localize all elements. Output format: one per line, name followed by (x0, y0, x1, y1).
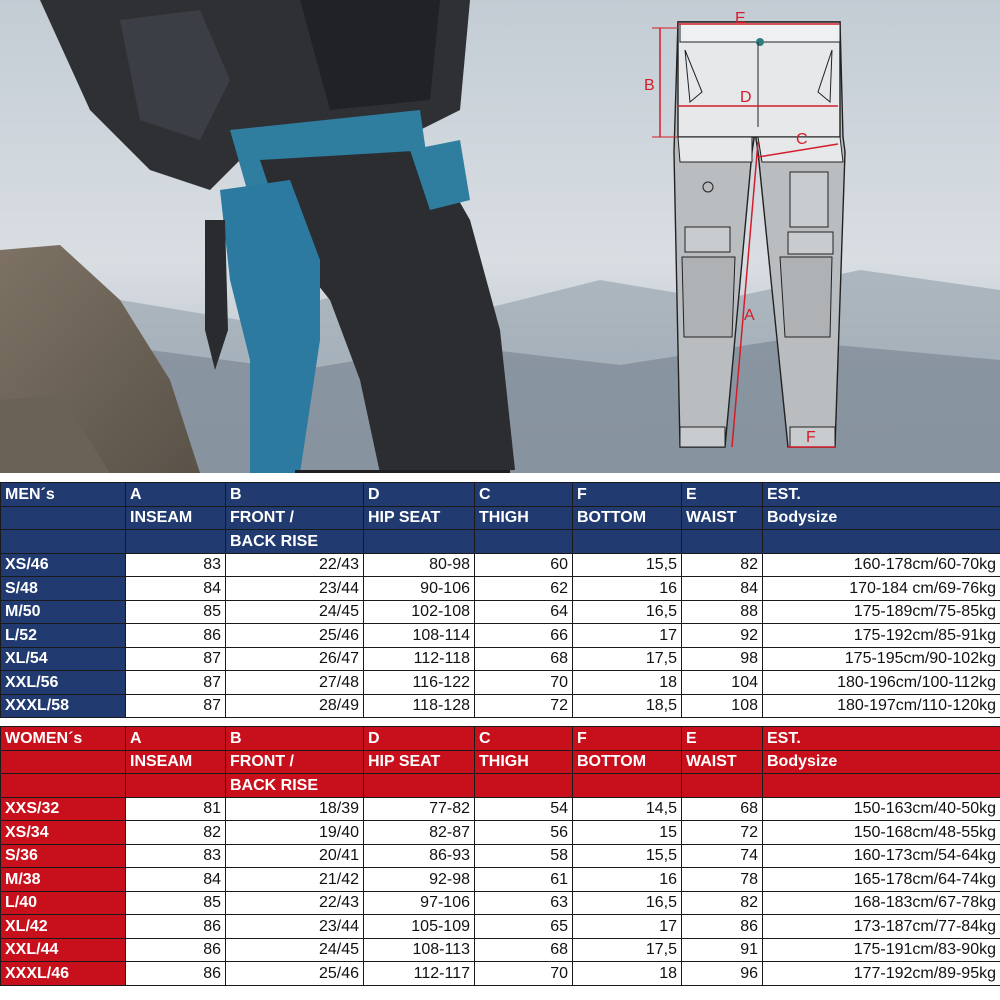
table-cell: 92 (682, 624, 763, 648)
label-c: C (796, 131, 808, 148)
table-row (1, 671, 1000, 695)
table-cell: 68 (475, 647, 573, 671)
table-cell: 24/45 (226, 938, 364, 962)
table-cell: 108-114 (364, 624, 475, 648)
header-row (1, 727, 1000, 751)
table-cell: 175-192cm/85-91kg (763, 624, 1000, 648)
header-cell (682, 530, 763, 554)
table-cell: 175-195cm/90-102kg (763, 647, 1000, 671)
table-cell: 180-197cm/110-120kg (763, 694, 1000, 718)
header-cell (1, 506, 126, 530)
table-cell: 16 (573, 577, 682, 601)
table-cell: 25/46 (226, 962, 364, 986)
header-cell (763, 530, 1000, 554)
table-cell: 82-87 (364, 821, 475, 845)
table-cell: 86 (126, 938, 226, 962)
table-cell: 19/40 (226, 821, 364, 845)
table-cell: 17 (573, 624, 682, 648)
size-label: XXXL/46 (1, 962, 126, 986)
header-cell: INSEAM (126, 750, 226, 774)
table-cell: 56 (475, 821, 573, 845)
label-e: E (735, 10, 746, 27)
table-cell: 28/49 (226, 694, 364, 718)
table-cell: 175-189cm/75-85kg (763, 600, 1000, 624)
table-cell: 90-106 (364, 577, 475, 601)
table-cell: 23/44 (226, 577, 364, 601)
table-cell: 86-93 (364, 844, 475, 868)
table-cell: 72 (475, 694, 573, 718)
table-cell: 17,5 (573, 938, 682, 962)
header-cell (364, 774, 475, 798)
table-cell: 15,5 (573, 553, 682, 577)
label-a: A (744, 307, 755, 324)
header-cell: BACK RISE (226, 774, 364, 798)
table-row (1, 797, 1000, 821)
header-cell: B (226, 727, 364, 751)
table-cell: 160-178cm/60-70kg (763, 553, 1000, 577)
header-cell: C (475, 727, 573, 751)
table-cell: 82 (682, 891, 763, 915)
table-cell: 21/42 (226, 868, 364, 892)
table-cell: 16,5 (573, 891, 682, 915)
table-cell: 91 (682, 938, 763, 962)
header-cell: D (364, 483, 475, 507)
table-cell: 104 (682, 671, 763, 695)
table-cell: 25/46 (226, 624, 364, 648)
table-cell: 97-106 (364, 891, 475, 915)
table-row (1, 915, 1000, 939)
table-cell: 18/39 (226, 797, 364, 821)
size-label: XS/46 (1, 553, 126, 577)
table-cell: 77-82 (364, 797, 475, 821)
table-row (1, 694, 1000, 718)
table-cell: 68 (475, 938, 573, 962)
header-cell: B (226, 483, 364, 507)
header-row (1, 774, 1000, 798)
table-cell: 16,5 (573, 600, 682, 624)
table-row (1, 577, 1000, 601)
table-cell: 14,5 (573, 797, 682, 821)
table-cell: 63 (475, 891, 573, 915)
header-cell (1, 530, 126, 554)
header-cell: BOTTOM (573, 750, 682, 774)
table-cell: 82 (682, 553, 763, 577)
size-label: S/36 (1, 844, 126, 868)
table-cell: 96 (682, 962, 763, 986)
table-cell: 87 (126, 671, 226, 695)
table-cell: 118-128 (364, 694, 475, 718)
header-cell (126, 774, 226, 798)
table-cell: 78 (682, 868, 763, 892)
table-row (1, 844, 1000, 868)
table-cell: 24/45 (226, 600, 364, 624)
table-cell: 84 (126, 868, 226, 892)
table-cell: 108 (682, 694, 763, 718)
table-cell: 27/48 (226, 671, 364, 695)
size-label: XXL/44 (1, 938, 126, 962)
header-cell: MEN´s (1, 483, 126, 507)
table-cell: 83 (126, 553, 226, 577)
header-cell: BOTTOM (573, 506, 682, 530)
table-row (1, 962, 1000, 986)
header-cell: E (682, 483, 763, 507)
size-label: XXS/32 (1, 797, 126, 821)
header-row (1, 506, 1000, 530)
table-cell: 70 (475, 962, 573, 986)
table-cell: 86 (126, 962, 226, 986)
header-cell (475, 774, 573, 798)
table-cell: 61 (475, 868, 573, 892)
header-cell: EST. (763, 727, 1000, 751)
size-label: M/50 (1, 600, 126, 624)
header-cell: WAIST (682, 750, 763, 774)
table-cell: 116-122 (364, 671, 475, 695)
pants-diagram (640, 2, 880, 472)
table-cell: 22/43 (226, 553, 364, 577)
table-cell: 18 (573, 962, 682, 986)
label-f: F (806, 429, 816, 446)
table-cell: 64 (475, 600, 573, 624)
table-cell: 20/41 (226, 844, 364, 868)
header-row (1, 483, 1000, 507)
header-cell: THIGH (475, 506, 573, 530)
size-label: XS/34 (1, 821, 126, 845)
table-cell: 92-98 (364, 868, 475, 892)
table-cell: 66 (475, 624, 573, 648)
header-cell (763, 774, 1000, 798)
table-cell: 17 (573, 915, 682, 939)
header-row (1, 750, 1000, 774)
table-row (1, 938, 1000, 962)
header-row (1, 530, 1000, 554)
size-label: XL/42 (1, 915, 126, 939)
table-row (1, 891, 1000, 915)
size-label: M/38 (1, 868, 126, 892)
header-cell: INSEAM (126, 506, 226, 530)
size-label: XL/54 (1, 647, 126, 671)
header-cell: WAIST (682, 506, 763, 530)
header-cell (573, 774, 682, 798)
table-cell: 16 (573, 868, 682, 892)
header-cell: HIP SEAT (364, 506, 475, 530)
table-cell: 62 (475, 577, 573, 601)
table-cell: 177-192cm/89-95kg (763, 962, 1000, 986)
table-cell: 84 (682, 577, 763, 601)
header-cell: HIP SEAT (364, 750, 475, 774)
table-row (1, 600, 1000, 624)
header-cell: Bodysize (763, 506, 1000, 530)
header-cell: F (573, 483, 682, 507)
table-cell: 87 (126, 694, 226, 718)
table-cell: 26/47 (226, 647, 364, 671)
table-cell: 173-187cm/77-84kg (763, 915, 1000, 939)
hero-photo (0, 0, 1000, 473)
size-label: L/40 (1, 891, 126, 915)
men-size-table (0, 482, 1000, 718)
table-cell: 108-113 (364, 938, 475, 962)
table-cell: 22/43 (226, 891, 364, 915)
label-b: B (644, 77, 655, 94)
table-cell: 88 (682, 600, 763, 624)
table-cell: 112-118 (364, 647, 475, 671)
header-cell: D (364, 727, 475, 751)
table-cell: 17,5 (573, 647, 682, 671)
header-cell: THIGH (475, 750, 573, 774)
size-label: XXXL/58 (1, 694, 126, 718)
table-row (1, 647, 1000, 671)
header-cell: A (126, 483, 226, 507)
table-cell: 87 (126, 647, 226, 671)
header-cell (1, 750, 126, 774)
table-cell: 65 (475, 915, 573, 939)
header-cell: Bodysize (763, 750, 1000, 774)
table-cell: 86 (126, 915, 226, 939)
label-d: D (740, 89, 752, 106)
table-row (1, 821, 1000, 845)
table-cell: 85 (126, 600, 226, 624)
women-size-table (0, 726, 1000, 986)
header-cell (682, 774, 763, 798)
table-cell: 70 (475, 671, 573, 695)
table-cell: 60 (475, 553, 573, 577)
header-cell (126, 530, 226, 554)
header-cell (1, 774, 126, 798)
table-cell: 82 (126, 821, 226, 845)
table-cell: 98 (682, 647, 763, 671)
table-cell: 68 (682, 797, 763, 821)
table-cell: 85 (126, 891, 226, 915)
table-cell: 175-191cm/83-90kg (763, 938, 1000, 962)
table-cell: 72 (682, 821, 763, 845)
table-cell: 18 (573, 671, 682, 695)
table-cell: 86 (682, 915, 763, 939)
size-label: S/48 (1, 577, 126, 601)
header-cell: C (475, 483, 573, 507)
header-cell: F (573, 727, 682, 751)
header-cell (364, 530, 475, 554)
table-cell: 18,5 (573, 694, 682, 718)
size-tables (0, 482, 1000, 986)
table-cell: 165-178cm/64-74kg (763, 868, 1000, 892)
table-cell: 168-183cm/67-78kg (763, 891, 1000, 915)
table-cell: 170-184 cm/69-76kg (763, 577, 1000, 601)
table-cell: 74 (682, 844, 763, 868)
table-cell: 102-108 (364, 600, 475, 624)
table-cell: 105-109 (364, 915, 475, 939)
table-cell: 112-117 (364, 962, 475, 986)
header-cell: FRONT / (226, 506, 364, 530)
header-cell: FRONT / (226, 750, 364, 774)
table-cell: 150-163cm/40-50kg (763, 797, 1000, 821)
table-cell: 150-168cm/48-55kg (763, 821, 1000, 845)
table-cell: 23/44 (226, 915, 364, 939)
table-row (1, 868, 1000, 892)
header-cell: E (682, 727, 763, 751)
table-row (1, 553, 1000, 577)
table-cell: 84 (126, 577, 226, 601)
header-cell: BACK RISE (226, 530, 364, 554)
header-cell: A (126, 727, 226, 751)
size-label: XXL/56 (1, 671, 126, 695)
table-cell: 160-173cm/54-64kg (763, 844, 1000, 868)
size-label: L/52 (1, 624, 126, 648)
header-cell (573, 530, 682, 554)
header-cell: EST. (763, 483, 1000, 507)
header-cell: WOMEN´s (1, 727, 126, 751)
table-cell: 86 (126, 624, 226, 648)
table-cell: 15,5 (573, 844, 682, 868)
table-row (1, 624, 1000, 648)
table-cell: 180-196cm/100-112kg (763, 671, 1000, 695)
table-cell: 58 (475, 844, 573, 868)
header-cell (475, 530, 573, 554)
table-cell: 80-98 (364, 553, 475, 577)
table-cell: 15 (573, 821, 682, 845)
table-cell: 83 (126, 844, 226, 868)
table-cell: 54 (475, 797, 573, 821)
table-cell: 81 (126, 797, 226, 821)
